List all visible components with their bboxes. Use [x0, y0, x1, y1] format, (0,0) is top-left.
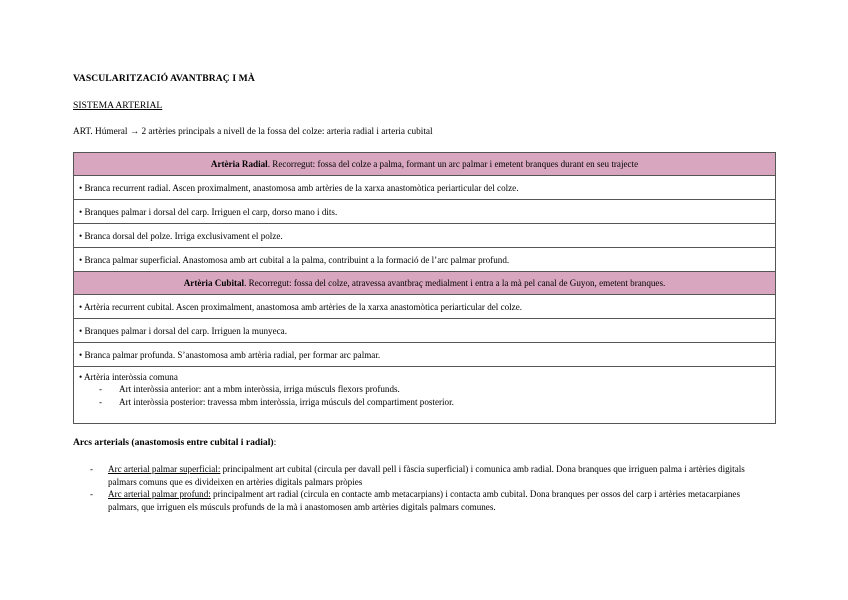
- cubital-description: . Recorregut: fossa del colze, atravessa avantbraç medialment i entra a la mà pel canal de Guyon, emetent branques.: [244, 278, 666, 288]
- cubital-item: • Branca palmar profunda. S’anastomosa amb artèria radial, per formar arc palmar.: [74, 343, 776, 367]
- interossea-cell: [74, 367, 776, 424]
- arcs-heading-tail: :: [273, 437, 277, 448]
- table-row: [74, 319, 776, 343]
- arc-title: Arc arterial palmar superficial:: [108, 464, 221, 474]
- cubital-header-cell: [74, 272, 776, 295]
- arcs-heading: [73, 437, 276, 448]
- arc-text: principalment art radial (circula en contacte amb metacarpians) i contacta amb cubital. Dona branques per ossos del carp i artèries metacarpianes palmars, que irriguen els músculs profunds de la mà i anastomosen amb artèries digitals palmars comunes.: [108, 489, 740, 512]
- interossea-sublist: [79, 383, 770, 409]
- interossea-sub-text: Art interòssia anterior: ant a mbm interòssia, irriga músculs flexors profunds.: [119, 384, 400, 394]
- radial-header-cell: [74, 153, 776, 176]
- table-row: [74, 248, 776, 272]
- cubital-item: • Artèria recurrent cubital. Ascen proximalment, anastomosa amb artèries de la xarxa anastomòtica periarticular del colze.: [74, 295, 776, 319]
- document-title: VASCULARITZACIÓ AVANTBRAÇ I MÀ: [73, 73, 255, 84]
- interossea-label: • Artèria interòssia comuna: [79, 372, 178, 382]
- list-item: [79, 396, 770, 409]
- dash-marker: -: [90, 464, 94, 474]
- radial-item: • Branca palmar superficial. Anastomosa amb art cubital a la palma, contribuint a la formació de l’arc palmar profund.: [74, 248, 776, 272]
- intro-line: ART. Húmeral → 2 artèries principals a nivell de la fossa del colze: arteria radial i arteria cubital: [73, 127, 433, 137]
- radial-item: • Branca dorsal del polze. Irriga exclusivament el polze.: [74, 224, 776, 248]
- dash-marker: -: [99, 397, 103, 407]
- dash-marker: -: [90, 489, 94, 499]
- radial-header-row: [74, 153, 776, 176]
- table-row: [74, 200, 776, 224]
- section-heading: SISTEMA ARTERIAL: [73, 100, 163, 111]
- radial-name: Artèria Radial: [210, 159, 268, 169]
- table-row: [74, 367, 776, 424]
- table-row: [74, 295, 776, 319]
- table-row: [74, 224, 776, 248]
- cubital-name: Artèria Cubital: [183, 278, 245, 288]
- list-item: [90, 463, 760, 488]
- table-row: [74, 176, 776, 200]
- cubital-item: • Branques palmar i dorsal del carp. Irriguen la munyeca.: [74, 319, 776, 343]
- radial-item: • Branca recurrent radial. Ascen proximalment, anastomosa amb artèries de la xarxa anastomòtica periarticular del colze.: [74, 176, 776, 200]
- radial-item: • Branques palmar i dorsal del carp. Irriguen el carp, dorso mano i dits.: [74, 200, 776, 224]
- interossea-sub-text: Art interòssia posterior: travessa mbm interòssia, irriga músculs del compartiment posterior.: [119, 397, 454, 407]
- dash-marker: -: [99, 384, 103, 394]
- cubital-header-row: [74, 272, 776, 295]
- arcs-heading-bold: Arcs arterials (anastomosis entre cubital i radial): [73, 437, 274, 448]
- artery-table: [73, 152, 776, 424]
- arc-text: principalment art cubital (circula per davall pell i fàscia superficial) i comunica amb radial. Dona branques que irriguen palma i artèries digitals palmars comuns que es divideixen en artèries digitals palmars pròpies: [108, 464, 745, 487]
- arc-title: Arc arterial palmar profund:: [108, 489, 211, 499]
- table-row: [74, 343, 776, 367]
- list-item: [90, 488, 760, 513]
- arc-list: [90, 463, 760, 513]
- radial-description: . Recorregut: fossa del colze a palma, formant un arc palmar i emetent branques durant en seu trajecte: [267, 159, 639, 169]
- list-item: [79, 383, 770, 396]
